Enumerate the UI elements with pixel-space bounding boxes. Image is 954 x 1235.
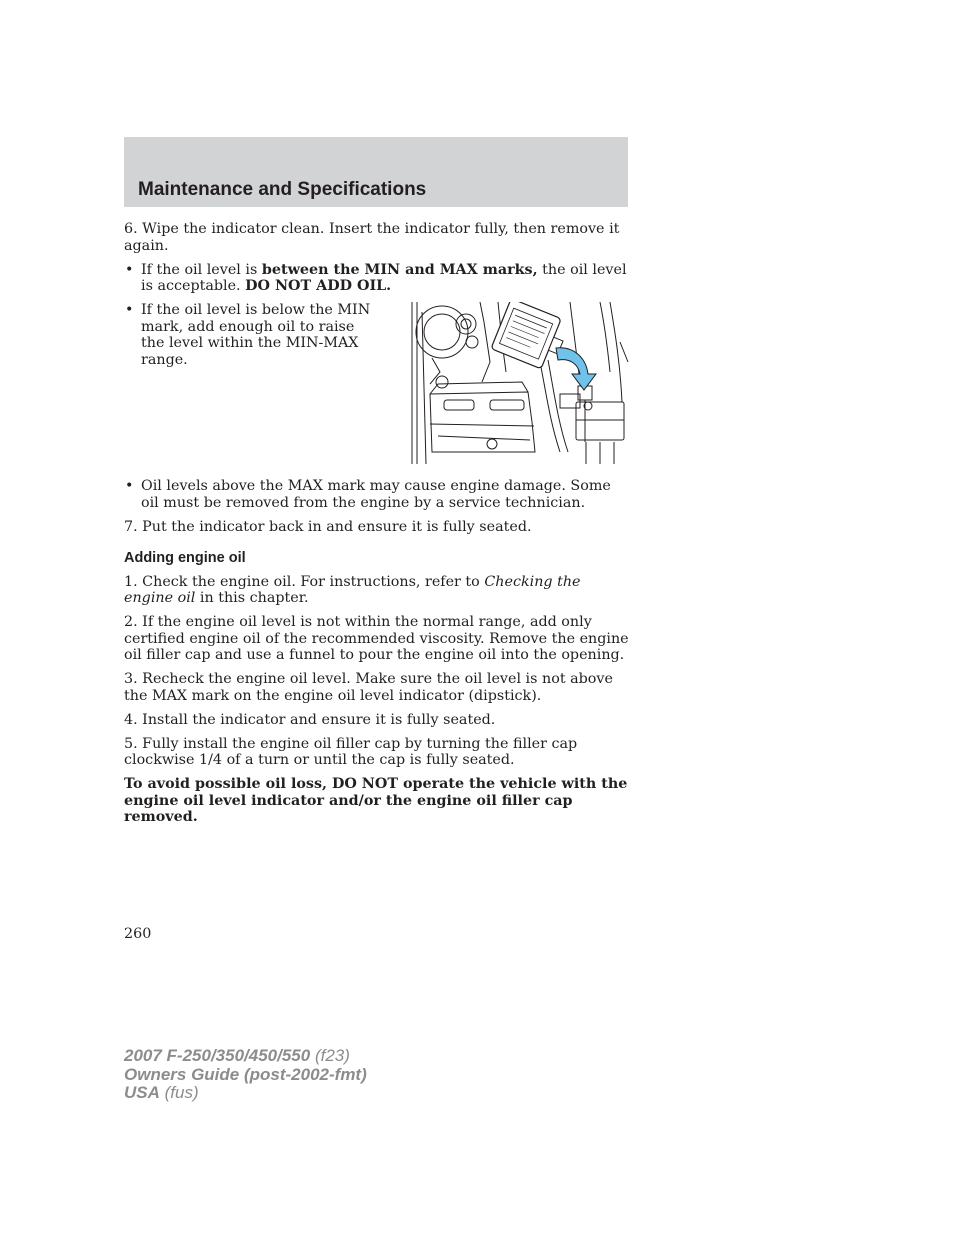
footer-line-3 bbox=[124, 1084, 367, 1103]
step-7-text: 7. Put the indicator back in and ensure it is fully seated. bbox=[124, 518, 532, 535]
bullet-text: If the oil level is below the MIN mark, add enough oil to raise the level within the MIN-MAX range. bbox=[141, 302, 371, 368]
adding-step-3: 3. Recheck the engine oil level. Make sure the oil level is not above the MAX mark on the engine oil level indicator (dipstick). bbox=[124, 671, 613, 704]
footer-model: 2007 F-250/350/450/550 bbox=[124, 1046, 311, 1065]
pour-arrow-icon bbox=[556, 348, 596, 390]
adding-step-1 bbox=[124, 574, 630, 607]
bullet-text-bold-warning: DO NOT ADD OIL. bbox=[245, 278, 392, 294]
page-number: 260 bbox=[124, 926, 152, 942]
adding-step-5: 5. Fully install the engine oil filler cap by turning the filler cap clockwise 1/4 of a turn or until the cap is fully seated. bbox=[124, 735, 578, 768]
bullet-oil-acceptable bbox=[124, 262, 630, 295]
step-6-text: 6. Wipe the indicator clean. Insert the indicator fully, then remove it again. bbox=[124, 221, 620, 254]
section-header-band bbox=[124, 137, 628, 207]
bullet-text-pre: If the oil level is bbox=[141, 261, 262, 278]
adding-step-4: 4. Install the indicator and ensure it is fully seated. bbox=[124, 711, 496, 728]
bullet-dot: • bbox=[125, 261, 134, 278]
footer-line-2 bbox=[124, 1066, 367, 1085]
document-footer bbox=[124, 1047, 367, 1103]
cross-reference-link-text: Checking the engine oil bbox=[124, 573, 581, 606]
footer-market: USA bbox=[124, 1083, 160, 1102]
footer-line-1 bbox=[124, 1047, 367, 1066]
adding-engine-oil-heading: Adding engine oil bbox=[124, 550, 246, 566]
bullet-text-mid: the oil level is acceptable. bbox=[141, 261, 627, 294]
bullet-figure-row bbox=[124, 302, 630, 464]
adding-step-2: 2. If the engine oil level is not within the normal range, add only certified engine oil of the recommended viscosity. Remove the engine oil filler cap and use a funnel to pour the engine oil into the opening. bbox=[124, 614, 629, 663]
section-title: Maintenance and Specifications bbox=[138, 179, 427, 200]
adding-step-1-post: in this chapter. bbox=[195, 590, 309, 606]
bullet-text: Oil levels above the MAX mark may cause engine damage. Some oil must be removed from the engine by a service technician. bbox=[141, 478, 611, 511]
footer-market-code: (fus) bbox=[159, 1083, 199, 1102]
engine-illustration-svg bbox=[410, 302, 630, 464]
adding-step-1-pre: 1. Check the engine oil. For instructions, refer to bbox=[124, 573, 485, 590]
footer-guide: Owners Guide (post-2002-fmt) bbox=[124, 1064, 367, 1084]
engine-oil-fill-illustration bbox=[410, 302, 630, 464]
bullet-text-bold: between the MIN and MAX marks, bbox=[261, 261, 538, 278]
page-content bbox=[124, 221, 630, 833]
bullet-oil-above-max bbox=[124, 478, 630, 511]
bullet-oil-below-min bbox=[124, 302, 373, 368]
oil-bottle bbox=[491, 302, 571, 373]
warning-text: To avoid possible oil loss, DO NOT operate the vehicle with the engine oil level indicator and/or the engine oil filler cap removed. bbox=[124, 776, 628, 825]
bullet-dot: • bbox=[125, 478, 134, 494]
footer-model-code: (f23) bbox=[310, 1046, 350, 1065]
bullet-dot: • bbox=[125, 302, 134, 318]
